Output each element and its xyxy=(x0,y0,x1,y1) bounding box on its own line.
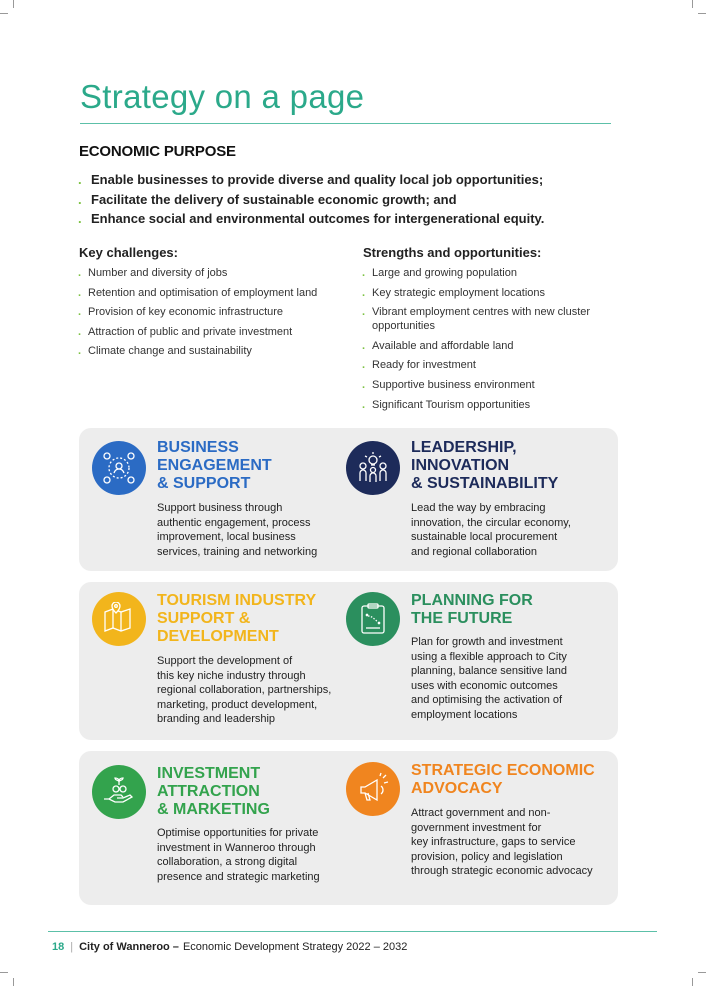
list-item: . Supportive business environment xyxy=(362,378,535,391)
pillar-title: BUSINESS ENGAGEMENT & SUPPORT xyxy=(157,439,272,492)
hand-money-plant-icon xyxy=(92,765,146,819)
list-item: . Available and affordable land xyxy=(362,339,514,352)
footer-document-title: Economic Development Strategy 2022 – 2032 xyxy=(182,941,408,953)
list-item: . Attraction of public and private investment xyxy=(78,325,293,338)
pillars-panel-3 xyxy=(79,751,618,905)
crop-mark xyxy=(0,13,8,14)
title-divider xyxy=(80,123,611,124)
list-item: . Climate change and sustainability xyxy=(78,345,252,358)
bullet-icon: . xyxy=(78,211,82,226)
people-network-icon xyxy=(92,441,146,495)
pillar-leadership xyxy=(333,428,613,571)
list-item: . Key strategic employment locations xyxy=(362,286,546,299)
bullet-icon: . xyxy=(78,172,82,187)
bullet-icon: . xyxy=(78,325,82,338)
pillar-description: Attract government and non- government investment for key infrastructure, gaps to service provision, policy and legislation through strategic economic advocacy xyxy=(411,807,593,878)
pillar-tourism xyxy=(79,582,339,740)
pillar-title: LEADERSHIP, INNOVATION & SUSTAINABILITY xyxy=(411,439,559,492)
purpose-heading: ECONOMIC PURPOSE xyxy=(79,143,236,160)
bullet-icon: . xyxy=(78,306,82,319)
pillar-advocacy xyxy=(333,751,613,905)
pillar-description: Support the development of this key niche industry through regional collaboration, partnerships, marketing, product development, branding and leadership xyxy=(157,655,332,726)
list-item: . Significant Tourism opportunities xyxy=(362,398,531,411)
pillar-description: Optimise opportunities for private investment in Wanneroo through collaboration, a strong digital presence and strategic marketing xyxy=(157,827,320,883)
crop-mark xyxy=(0,972,8,973)
pillar-description: Plan for growth and investment using a flexible approach to City planning, balance sensitive land uses with economic outcomes and optimising the activation of employment locations xyxy=(411,636,567,721)
page-footer xyxy=(52,941,407,953)
purpose-item: . Facilitate the delivery of sustainable economic growth; and xyxy=(78,190,544,210)
clipboard-plan-icon xyxy=(346,592,400,646)
bullet-icon: . xyxy=(362,359,366,372)
pillar-title: TOURISM INDUSTRY SUPPORT & DEVELOPMENT xyxy=(157,592,317,645)
list-item: . Large and growing population xyxy=(362,267,517,279)
purpose-item: . Enhance social and environmental outcomes for intergenerational equity. xyxy=(78,209,544,229)
crop-mark xyxy=(13,0,14,8)
strengths-heading: Strengths and opportunities: xyxy=(363,245,542,260)
purpose-item: . Enable businesses to provide diverse and quality local job opportunities; xyxy=(78,170,544,190)
page-number: 18 xyxy=(52,941,65,953)
list-item: . Retention and optimisation of employment land xyxy=(78,286,318,299)
footer-separator: | xyxy=(70,941,74,953)
bullet-icon: . xyxy=(362,378,366,391)
crop-mark xyxy=(698,13,706,14)
challenges-heading: Key challenges: xyxy=(79,245,178,260)
crop-mark xyxy=(692,0,693,8)
megaphone-icon xyxy=(346,762,400,816)
pillar-title: INVESTMENT ATTRACTION & MARKETING xyxy=(157,765,270,818)
bullet-icon: . xyxy=(78,191,82,207)
list-item: . Ready for investment xyxy=(362,359,476,372)
pillar-title: PLANNING FOR THE FUTURE xyxy=(411,592,533,627)
bullet-icon: . xyxy=(362,267,366,279)
crop-mark xyxy=(698,972,706,973)
map-pin-icon xyxy=(92,592,146,646)
footer-divider xyxy=(48,931,657,932)
pillar-title: STRATEGIC ECONOMIC ADVOCACY xyxy=(411,762,595,797)
pillars-panel-1 xyxy=(79,428,618,571)
bullet-icon: . xyxy=(78,345,82,358)
purpose-list xyxy=(78,170,544,229)
pillars-panel-2 xyxy=(79,582,618,740)
crop-mark xyxy=(13,978,14,986)
pillar-description: Support business through authentic engagement, process improvement, local business services, training and networking xyxy=(157,502,318,558)
pillar-investment xyxy=(79,751,339,905)
footer-organisation: City of Wanneroo – xyxy=(79,941,179,953)
bullet-icon: . xyxy=(362,286,366,299)
pillar-description: Lead the way by embracing innovation, the circular economy, sustainable local procurement and regional collaboration xyxy=(411,502,571,558)
list-item: . Vibrant employment centres with new cluster opportunities xyxy=(362,306,591,333)
bullet-icon: . xyxy=(78,267,82,279)
bullet-icon: . xyxy=(362,306,366,319)
crop-mark xyxy=(692,978,693,986)
bullet-icon: . xyxy=(362,339,366,352)
challenges-list xyxy=(78,266,328,364)
leaders-lightbulb-icon xyxy=(346,441,400,495)
strengths-list xyxy=(362,266,612,417)
bullet-icon: . xyxy=(362,398,366,411)
pillar-business xyxy=(79,428,339,571)
list-item: . Number and diversity of jobs xyxy=(78,267,228,279)
list-item: . Provision of key economic infrastructure xyxy=(78,306,284,319)
bullet-icon: . xyxy=(78,286,82,299)
page-title: Strategy on a page xyxy=(80,78,365,115)
pillar-planning xyxy=(333,582,613,740)
